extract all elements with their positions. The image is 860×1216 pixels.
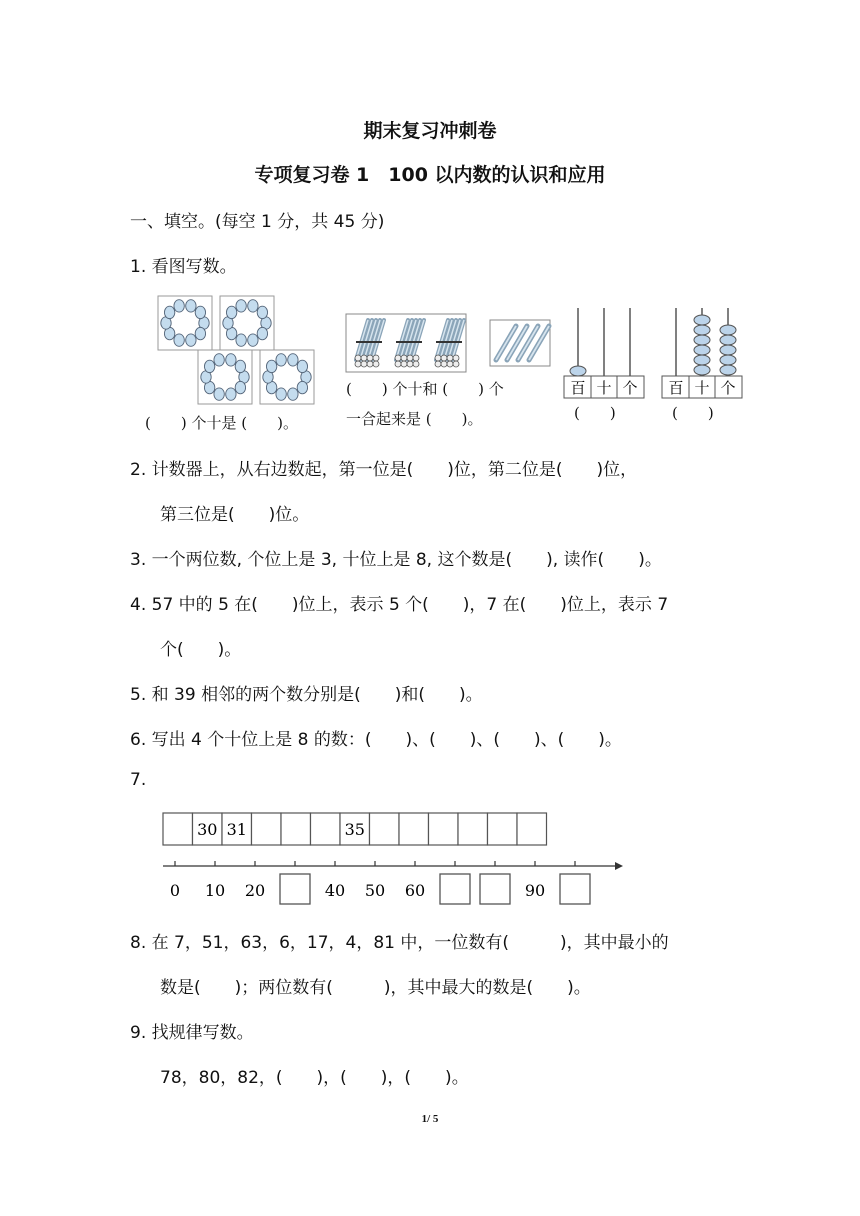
abacus-bead xyxy=(570,366,586,376)
grid-cell xyxy=(370,813,400,845)
picture1-label: ( ) 个十是 ( )。 xyxy=(145,414,298,432)
abacus-bead xyxy=(694,355,710,365)
number-line-label: 40 xyxy=(324,881,346,900)
grid-cell xyxy=(517,813,547,845)
grid-cell-number: 30 xyxy=(197,820,218,839)
section-heading: 一、填空。(每空 1 分，共 45 分) xyxy=(130,212,385,232)
bead-ring xyxy=(220,296,274,350)
abacus-bead xyxy=(720,365,736,375)
abacus-bead xyxy=(720,355,736,365)
abacus1-col-ones: 个 xyxy=(622,379,638,397)
abacus-1 xyxy=(562,304,646,400)
question-2-line1: 2. 计数器上，从右边数起，第一位是( )位，第二位是( )位， xyxy=(130,460,638,480)
question-4-line1: 4. 57 中的 5 在( )位上，表示 5 个( )，7 在( )位上，表示 7 xyxy=(130,595,669,615)
page-subtitle: 专项复习卷 1 100 以内数的认识和应用 xyxy=(254,164,606,186)
grid-cell xyxy=(458,813,488,845)
question-6: 6. 写出 4 个十位上是 8 的数：( )、( )、( )、( )。 xyxy=(130,730,622,750)
grid-cell xyxy=(488,813,518,845)
abacus2-col-hundreds: 百 xyxy=(668,379,684,397)
abacus-bead xyxy=(694,315,710,325)
picture2-label-line2: 一合起来是 ( )。 xyxy=(346,410,483,428)
abacus-bead xyxy=(720,325,736,335)
question-8-line2: 数是( )；两位数有( )，其中最大的数是( )。 xyxy=(160,978,591,998)
stick-bundles-picture xyxy=(344,312,554,374)
grid-cell xyxy=(252,813,282,845)
grid-cell-number: 31 xyxy=(226,820,247,839)
number-line-blank-box[interactable] xyxy=(480,874,510,904)
single-sticks xyxy=(490,320,550,366)
abacus2-col-tens: 十 xyxy=(694,379,710,397)
number-line-arrow xyxy=(615,862,623,870)
number-line-label: 0 xyxy=(169,881,181,900)
abacus-bead xyxy=(720,345,736,355)
page-title: 期末复习冲刺卷 xyxy=(363,120,497,142)
abacus-bead xyxy=(694,335,710,345)
question-9-sequence: 78，80，82，( )，( )，( )。 xyxy=(160,1068,469,1088)
grid-cell xyxy=(281,813,311,845)
grid-cell-number: 35 xyxy=(344,820,365,839)
abacus1-col-hundreds: 百 xyxy=(570,379,586,397)
number-line-label: 90 xyxy=(524,881,546,900)
abacus-bead xyxy=(694,365,710,375)
question-1: 1. 看图写数。 xyxy=(130,257,237,277)
number-line-label: 60 xyxy=(404,881,426,900)
question-4-line2: 个( )。 xyxy=(160,640,242,660)
bead-ring xyxy=(198,350,252,404)
bead-ring xyxy=(158,296,212,350)
q7-figure xyxy=(160,810,630,910)
question-8-line1: 8. 在 7，51，63，6，17，4，81 中，一位数有( )，其中最小的 xyxy=(130,933,669,953)
number-line-label: 20 xyxy=(244,881,266,900)
page-number: 1/ 5 xyxy=(421,1113,439,1125)
number-line-blank-box[interactable] xyxy=(280,874,310,904)
question-7: 7. xyxy=(130,770,147,790)
grid-cell xyxy=(311,813,341,845)
grid-cell xyxy=(399,813,429,845)
abacus1-col-tens: 十 xyxy=(596,379,612,397)
abacus-bead xyxy=(720,335,736,345)
abacus-bead xyxy=(694,345,710,355)
grid-cell xyxy=(429,813,459,845)
bead-rings-picture xyxy=(150,292,325,410)
abacus1-answer: ( ) xyxy=(574,404,616,422)
question-5: 5. 和 39 相邻的两个数分别是( )和( )。 xyxy=(130,685,483,705)
question-2-line2: 第三位是( )位。 xyxy=(160,505,310,525)
abacus-2 xyxy=(660,304,744,400)
question-3: 3. 一个两位数, 个位上是 3, 十位上是 8, 这个数是( ), 读作( )。 xyxy=(130,550,662,570)
abacus-bead xyxy=(694,325,710,335)
picture2-label-line1: ( ) 个十和 ( ) 个 xyxy=(346,380,504,398)
bead-ring xyxy=(260,350,314,404)
number-line-label: 50 xyxy=(364,881,386,900)
grid-cell xyxy=(163,813,193,845)
number-line-blank-box[interactable] xyxy=(440,874,470,904)
abacus2-col-ones: 个 xyxy=(720,379,736,397)
number-line-blank-box[interactable] xyxy=(560,874,590,904)
number-line-label: 10 xyxy=(204,881,226,900)
abacus2-answer: ( ) xyxy=(672,404,714,422)
question-9: 9. 找规律写数。 xyxy=(130,1023,254,1043)
